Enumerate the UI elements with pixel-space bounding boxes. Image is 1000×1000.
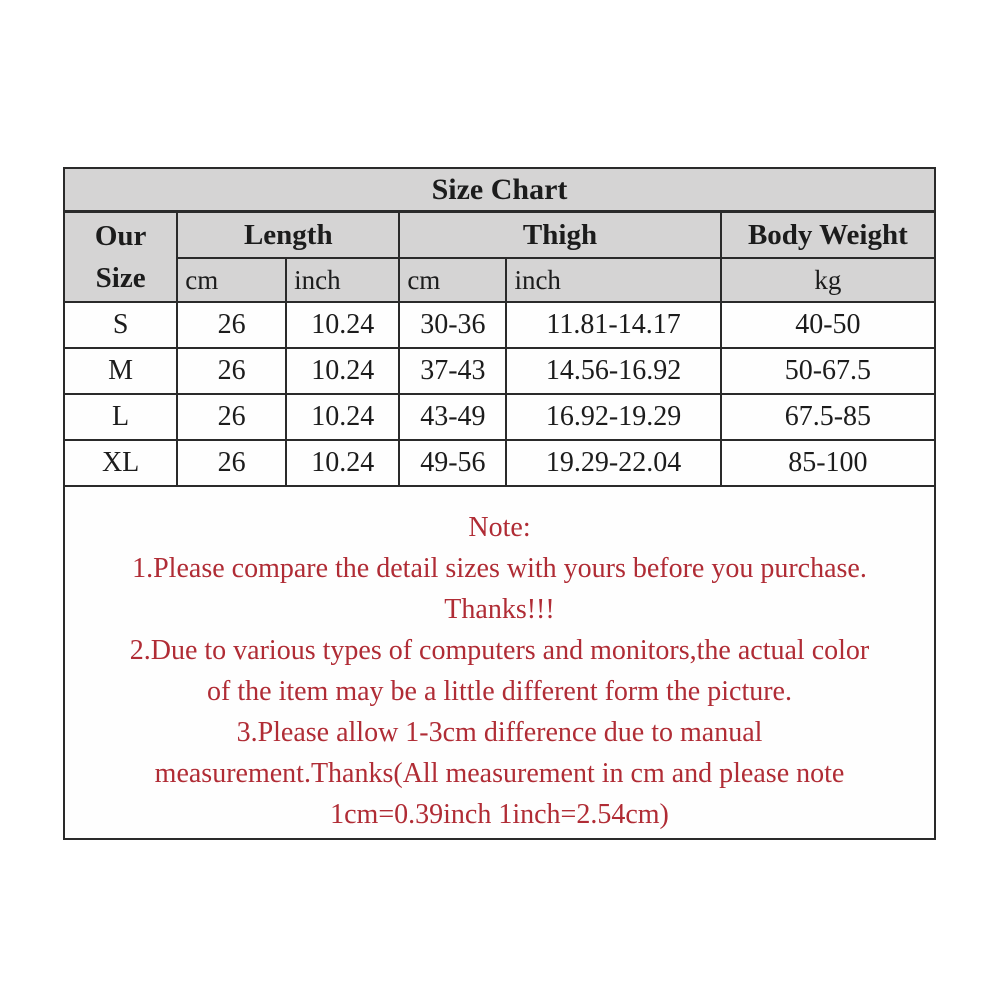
header-our-size-line1: Our xyxy=(94,220,147,252)
cell-thigh-cm: 43-49 xyxy=(399,394,506,440)
header-thigh: Thigh xyxy=(399,212,720,259)
cell-length-cm: 26 xyxy=(177,348,286,394)
note-line-6: measurement.Thanks(All measurement in cm and please note xyxy=(154,758,845,789)
cell-size: L xyxy=(64,394,177,440)
title-row xyxy=(64,168,935,212)
header-length-inch: inch xyxy=(286,258,399,302)
cell-length-cm: 26 xyxy=(177,394,286,440)
cell-weight-kg: 67.5-85 xyxy=(721,394,935,440)
note-line-2: Thanks!!! xyxy=(444,594,555,625)
cell-length-inch: 10.24 xyxy=(286,394,399,440)
note-line-1: 1.Please compare the detail sizes with yours before you purchase. xyxy=(132,553,867,584)
note-line-7: 1cm=0.39inch 1inch=2.54cm) xyxy=(330,799,669,830)
header-weight-kg: kg xyxy=(721,258,935,302)
cell-thigh-cm: 37-43 xyxy=(399,348,506,394)
cell-thigh-inch: 16.92-19.29 xyxy=(506,394,720,440)
note-cell xyxy=(64,486,935,839)
cell-thigh-inch: 11.81-14.17 xyxy=(506,302,720,348)
cell-thigh-cm: 30-36 xyxy=(399,302,506,348)
note-section xyxy=(65,487,934,835)
header-thigh-cm: cm xyxy=(399,258,506,302)
table-row-xl xyxy=(64,440,935,486)
cell-size: M xyxy=(64,348,177,394)
header-unit-row xyxy=(64,258,935,302)
cell-thigh-inch: 19.29-22.04 xyxy=(506,440,720,486)
note-row xyxy=(64,486,935,839)
size-chart-container xyxy=(63,167,936,840)
note-line-5: 3.Please allow 1-3cm difference due to manual xyxy=(236,717,763,748)
note-heading: Note: xyxy=(468,512,531,543)
cell-weight-kg: 40-50 xyxy=(721,302,935,348)
note-line-4: of the item may be a little different form the picture. xyxy=(207,676,792,707)
header-group-row xyxy=(64,212,935,259)
header-length: Length xyxy=(177,212,399,259)
cell-thigh-cm: 49-56 xyxy=(399,440,506,486)
cell-length-inch: 10.24 xyxy=(286,348,399,394)
cell-thigh-inch: 14.56-16.92 xyxy=(506,348,720,394)
table-row-m xyxy=(64,348,935,394)
cell-length-inch: 10.24 xyxy=(286,440,399,486)
cell-size: S xyxy=(64,302,177,348)
header-our-size-line2: Size xyxy=(95,262,146,294)
header-thigh-inch: inch xyxy=(506,258,720,302)
cell-length-inch: 10.24 xyxy=(286,302,399,348)
header-our-size xyxy=(64,212,177,303)
size-chart-table xyxy=(63,167,936,840)
note-line-3: 2.Due to various types of computers and monitors,the actual color xyxy=(129,635,870,666)
cell-weight-kg: 85-100 xyxy=(721,440,935,486)
cell-length-cm: 26 xyxy=(177,440,286,486)
table-row-s xyxy=(64,302,935,348)
header-body-weight: Body Weight xyxy=(721,212,935,259)
cell-length-cm: 26 xyxy=(177,302,286,348)
header-length-cm: cm xyxy=(177,258,286,302)
size-chart-title: Size Chart xyxy=(64,168,935,212)
cell-size: XL xyxy=(64,440,177,486)
table-row-l xyxy=(64,394,935,440)
cell-weight-kg: 50-67.5 xyxy=(721,348,935,394)
